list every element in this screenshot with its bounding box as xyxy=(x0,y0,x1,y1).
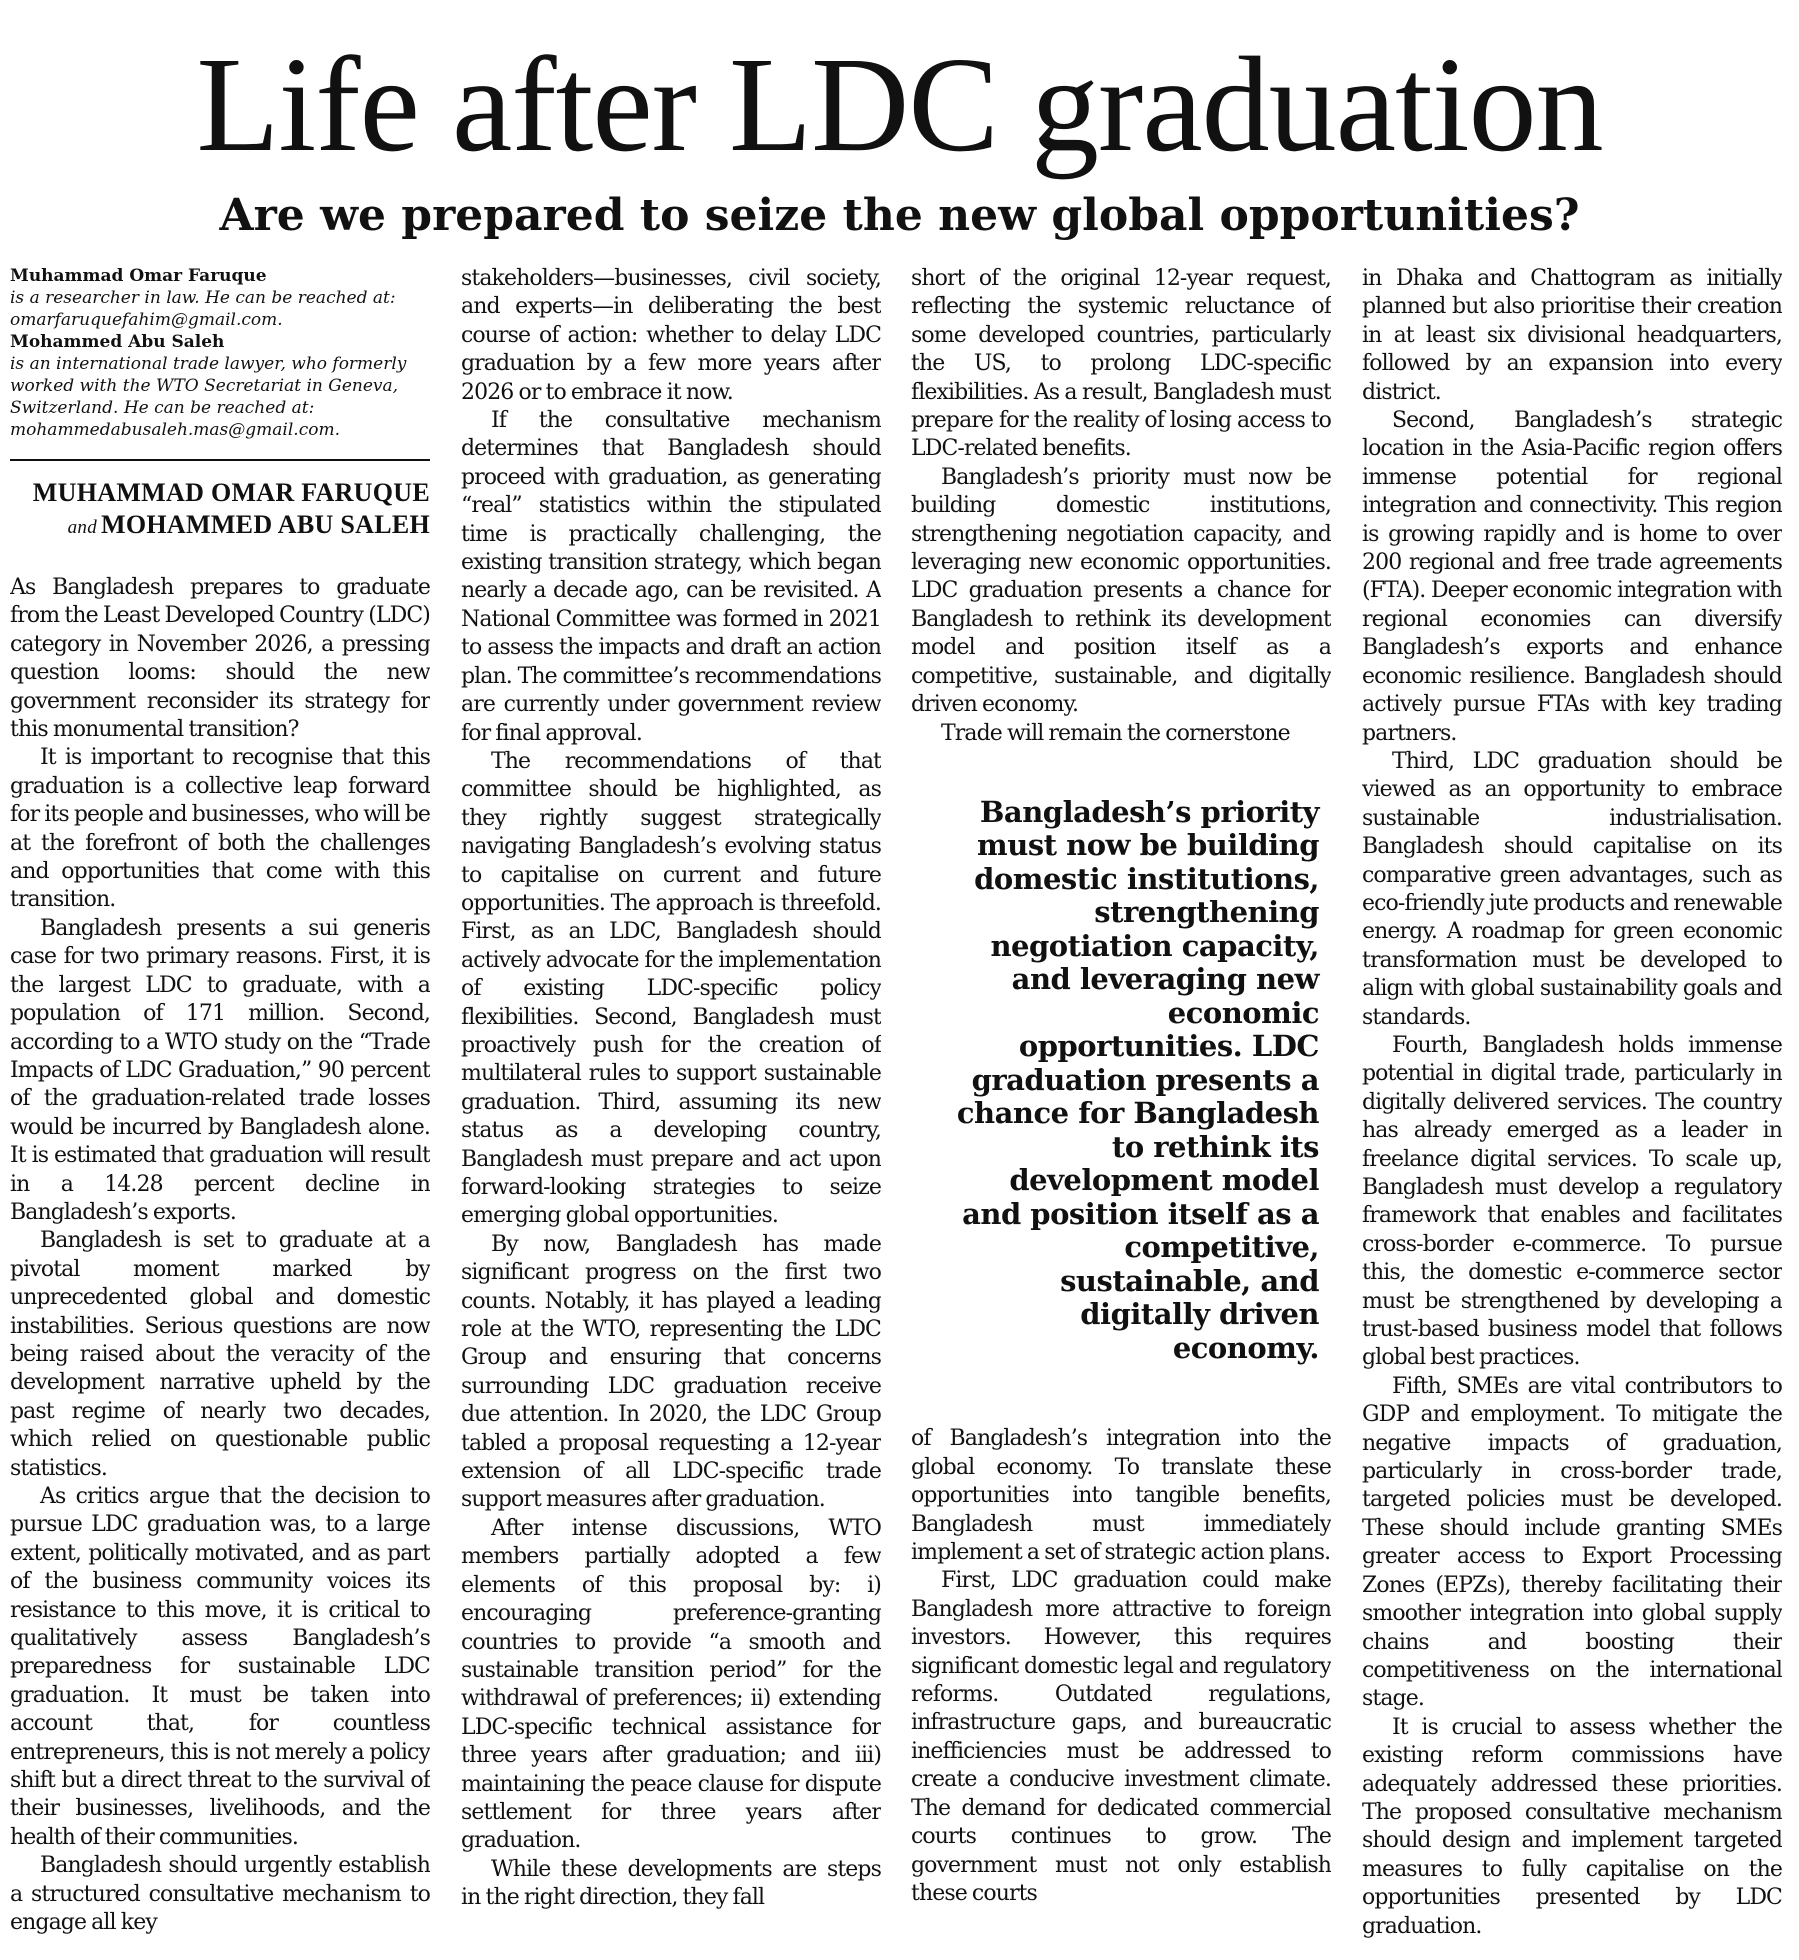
column-4 xyxy=(1362,265,1782,1955)
paragraph: After intense discussions, WTO members partially adopted a few elements of this proposal by: i) encouraging preference-granting countries to provide “a smooth and sustainable transition period” for the withdrawal of preferences; ii) extending LDC-specific technical assistance for three years after graduation; and iii) maintaining the peace clause for dispute settlement for three years after graduation. xyxy=(461,1515,881,1854)
author-bio-name: Mohammed Abu Saleh xyxy=(10,332,225,352)
paragraph: It is crucial to assess whether the existing reform commissions have adequately addressed these priorities. The proposed consultative mechanism should design and implement targeted measures to fully capitalise on the opportunities presented by LDC graduation. xyxy=(1362,1714,1782,1939)
paragraph: Second, Bangladesh’s strategic location in the Asia-Pacific region offers immense potential for regional integration and connectivity. This region is growing rapidly and is home to over 200 regional and free trade agreements (FTA). Deeper economic integration with regional economies can diversify Bangladesh’s exports and enhance economic resilience. Bangladesh should actively pursue FTAs with key trading partners. xyxy=(1362,408,1782,746)
headline: Life after LDC graduation xyxy=(196,30,1603,180)
paragraph: stakeholders—businesses, civil society, and experts—in deliberating the best course of action: whether to delay LDC graduation by a few more years after 2026 or to embrace it now. xyxy=(461,266,881,405)
paragraph: By now, Bangladesh has made significant progress on the first two counts. Notably, it has played a leading role at the WTO, representing the LDC Group and ensuring that concerns surrounding LDC graduation receive due attention. In 2020, the LDC Group tabled a proposal requesting a 12-year extension of all LDC-specific trade support measures after graduation. xyxy=(461,1231,881,1513)
paragraph: It is important to recognise that this graduation is a collective leap forward for its people and businesses, who will be at the forefront of both the challenges and opportunities that come with this transition. xyxy=(10,745,430,913)
paragraph: Bangladesh presents a sui generis case for two primary reasons. First, it is the largest LDC to graduate, with a population of 171 million. Second, according to a WTO study on the “Trade Impacts of LDC Graduation,” 90 percent of the graduation-related trade losses would be incurred by Bangladesh alone. It is estimated that graduation will result in a 14.28 percent decline in Bangladesh’s exports. xyxy=(10,915,430,1225)
paragraph: The recommendations of that committee should be highlighted, as they rightly suggest strategically navigating Bangladesh’s evolving status to capitalise on current and future opportunities. The approach is threefold. First, as an LDC, Bangladesh should actively advocate for the implementation of existing LDC-specific policy flexibilities. Second, Bangladesh must proactively push for the creation of multilateral rules to support sustainable graduation. Third, assuming its new status as a developing country, Bangladesh must prepare and act upon forward-looking strategies to seize emerging global opportunities. xyxy=(461,748,881,1229)
paragraph: Trade will remain the cornerstone xyxy=(941,720,1290,746)
paragraph: If the consultative mechanism determines that Bangladesh should proceed with graduation, as generating “real” statistics within the stipulated time is practically challenging, the existing transition strategy, which began nearly a decade ago, can be revisited. A National Committee was formed in 2021 to assess the impacts and draft an action plan. The committee’s recommendations are currently under government review for final approval. xyxy=(461,408,881,746)
paragraph: While these developments are steps in the right direction, they fall xyxy=(461,1856,881,1911)
author-bio xyxy=(10,265,430,441)
author-bio-description: is an international trade lawyer, who formerly worked with the WTO Secretariat in Geneva, Switzerland. He can be reached at: mohammedabusaleh.mas@gmail.com. xyxy=(10,354,407,440)
paragraph: Fifth, SMEs are vital contributors to GDP and employment. To mitigate the negative impacts of graduation, particularly in cross-border trade, targeted policies must be developed. These should include granting SMEs greater access to Export Processing Zones (EPZs), thereby facilitating their smoother integration into global supply chains and boosting their competitiveness on the international stage. xyxy=(1362,1373,1782,1712)
paragraph: of Bangladesh’s integration into the global economy. To translate these opportunities into tangible benefits, Bangladesh must immediately implement a set of strategic action plans. xyxy=(911,1426,1331,1566)
byline-conjunction: and xyxy=(67,517,98,538)
author-bio-name: Muhammad Omar Faruque xyxy=(10,266,267,286)
byline-author-2: MOHAMMED ABU SALEH xyxy=(101,510,430,539)
author-bio-description: is a researcher in law. He can be reached at: omarfaruquefahim@gmail.com. xyxy=(10,288,396,330)
byline-author-2-line xyxy=(10,509,430,544)
pull-quote: Bangladesh’s priority must now be building domestic institutions, strengthening negotiation capacity, and leveraging new economic opportunities. LDC graduation presents a chance for Bangladesh to rethink its development model and position itself as a competitive, sustainable, and digitally driven economy. xyxy=(956,794,1319,1365)
paragraph: As critics argue that the decision to pursue LDC graduation was, to a large extent, politically motivated, and as part of the business community voices its resistance to this move, it is critical to qualitatively assess Bangladesh’s preparedness for sustainable LDC graduation. It must be taken into account that, for countless entrepreneurs, this is not merely a policy shift but a direct threat to the survival of their businesses, livelihoods, and the health of their communities. xyxy=(10,1484,430,1850)
paragraph: Third, LDC graduation should be viewed as an opportunity to embrace sustainable industrialisation. Bangladesh should capitalise on its comparative green advantages, such as eco-friendly jute products and renewable energy. A roadmap for green economic transformation must be developed to align with global sustainability goals and standards. xyxy=(1362,748,1782,1030)
column-1 xyxy=(10,265,430,1955)
paragraph: in Dhaka and Chattogram as initially planned but also prioritise their creation in at least six divisional headquarters, followed by an expansion into every district. xyxy=(1362,266,1782,405)
byline-divider xyxy=(10,459,430,461)
body-text xyxy=(10,574,430,1938)
body-text xyxy=(911,265,1331,748)
byline-author-1: MUHAMMAD OMAR FARUQUE xyxy=(32,478,430,507)
subheadline: Are we prepared to seize the new global opportunities? xyxy=(219,190,1580,241)
column-3 xyxy=(911,265,1331,1955)
paragraph: Fourth, Bangladesh holds immense potential in digital trade, particularly in digitally delivered services. The country has already emerged as a leader in freelance digital services. To scale up, Bangladesh must develop a regulatory framework that enables and facilitates cross-border e-commerce. To pursue this, the domestic e-commerce sector must be strengthened by developing a trust-based business model that follows global best practices. xyxy=(1362,1032,1782,1371)
paragraph: First, LDC graduation could make Bangladesh more attractive to foreign investors. However, this requires significant domestic legal and regulatory reforms. Outdated regulations, infrastructure gaps, and bureaucratic inefficiencies must be addressed to create a conducive investment climate. The demand for dedicated commercial courts continues to grow. The government must not only establish these courts xyxy=(911,1568,1331,1906)
byline xyxy=(10,477,430,544)
paragraph: As Bangladesh prepares to graduate from the Least Developed Country (LDC) category in November 2026, a pressing question looms: should the new government reconsider its strategy for this monumental transition? xyxy=(10,575,430,743)
paragraph: Bangladesh’s priority must now be building domestic institutions, strengthening negotiation capacity, and leveraging new economic opportunities. LDC graduation presents a chance for Bangladesh to rethink its development model and position itself as a competitive, sustainable, and digitally driven economy. xyxy=(911,464,1331,718)
paragraph: short of the original 12-year request, reflecting the systemic reluctance of some developed countries, particularly the US, to prolong LDC-specific flexibilities. As a result, Bangladesh must prepare for the reality of losing access to LDC-related benefits. xyxy=(911,266,1331,462)
body-text xyxy=(461,265,881,1913)
column-2 xyxy=(461,265,881,1955)
body-text xyxy=(1362,265,1782,1941)
paragraph: Bangladesh is set to graduate at a pivotal moment marked by unprecedented global and domestic instabilities. Serious questions are now being raised about the veracity of the development narrative upheld by the past regime of nearly two decades, which relied on questionable public statistics. xyxy=(10,1228,430,1481)
paragraph: Bangladesh should urgently establish a structured consultative mechanism to engage all key xyxy=(10,1853,430,1936)
body-text xyxy=(911,1425,1331,1908)
